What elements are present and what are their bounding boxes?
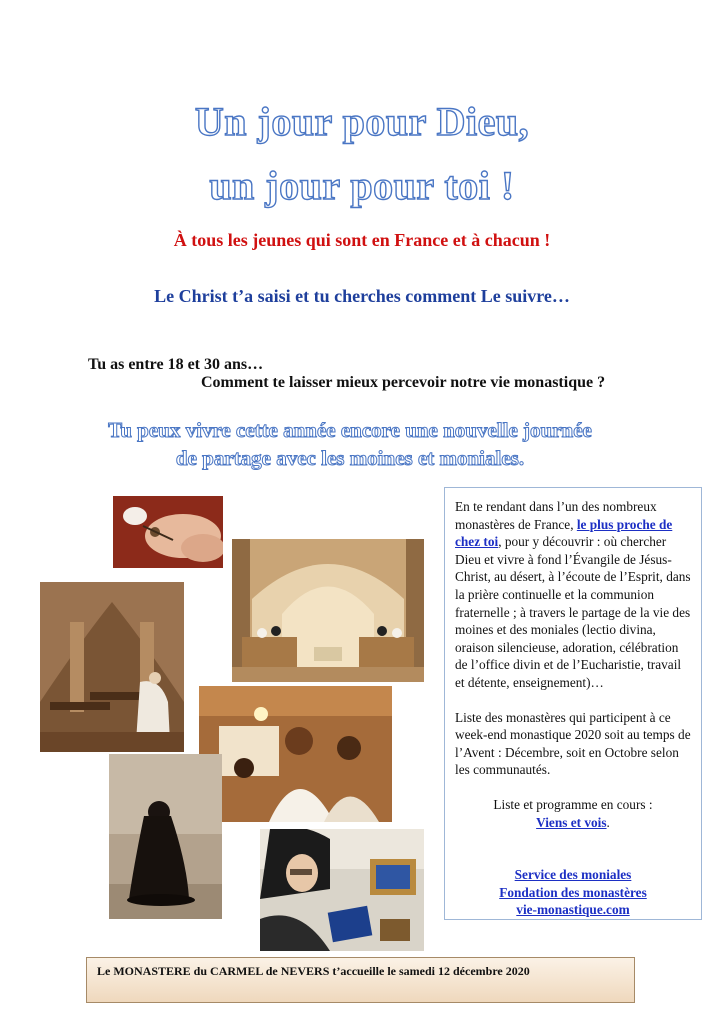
fondation-monasteres-link[interactable]: Fondation des monastères	[499, 884, 647, 900]
program-line: Viens et vois.	[536, 814, 610, 830]
photo-nun-kneeling	[109, 754, 222, 919]
vie-monastique-link[interactable]: vie-monastique.com	[516, 902, 630, 918]
photo-choir-chapel	[232, 539, 424, 682]
link-line-2	[455, 884, 691, 902]
audience-line: À tous les jeunes qui sont en France et à chacun !	[173, 230, 551, 250]
link-line-1	[455, 866, 691, 884]
title-line-2: un jour pour toi !	[209, 163, 515, 208]
link-line-3	[455, 901, 691, 919]
info-paragraph-2: Liste des monastères qui participent à ce week-end monastique 2020 soit au temps de l’Avent : Décembre, soit en Octobre selon les communautés.	[455, 709, 691, 778]
age-line: Tu as entre 18 et 30 ans…	[88, 356, 264, 373]
nearest-monastery-link[interactable]: le plus proche de chez toi	[455, 516, 673, 550]
footer-text: Le MONASTERE du CARMEL de NEVERS t’accueille le samedi 12 décembre 2020	[97, 964, 530, 978]
service-moniales-link[interactable]: Service des moniales	[514, 867, 632, 883]
highlight-line-1: Tu peux vivre cette année encore une nouvelle journée	[108, 418, 592, 442]
tagline: Le Christ t’a saisi et tu cherches comment Le suivre…	[154, 286, 570, 306]
photo-monks-prayer	[199, 686, 392, 822]
viens-et-vois-link[interactable]: Viens et vois	[536, 814, 607, 830]
highlight-line-2: de partage avec les moines et moniales.	[175, 446, 525, 470]
question-line: Comment te laisser mieux percevoir notre vie monastique ?	[201, 374, 606, 391]
photo-nun-icon-painting	[260, 829, 424, 951]
footer-banner	[86, 957, 635, 1003]
info-paragraph-1: En te rendant dans l’un des nombreux monastères de France, le plus proche de chez toi, pour y découvrir : où chercher Dieu et vivre à fond l’Évangile de Jésus-Christ, au désert, à l’écoute de l’Esprit, dans la prière continuelle et la communion fraternelle ; à travers le partage de la vie des moines et des moniales (lectio divina, oraison silencieuse, adoration, célébration de l’office divin et de l’Eucharistie, travail et détente, enseignement)…	[455, 499, 691, 690]
program-label: Liste et programme en cours :	[493, 796, 653, 812]
photo-monk-kneeling-church	[40, 582, 184, 752]
info-box	[444, 487, 702, 920]
photo-hands-rosary	[113, 496, 223, 568]
title-line-1: Un jour pour Dieu,	[194, 99, 530, 144]
